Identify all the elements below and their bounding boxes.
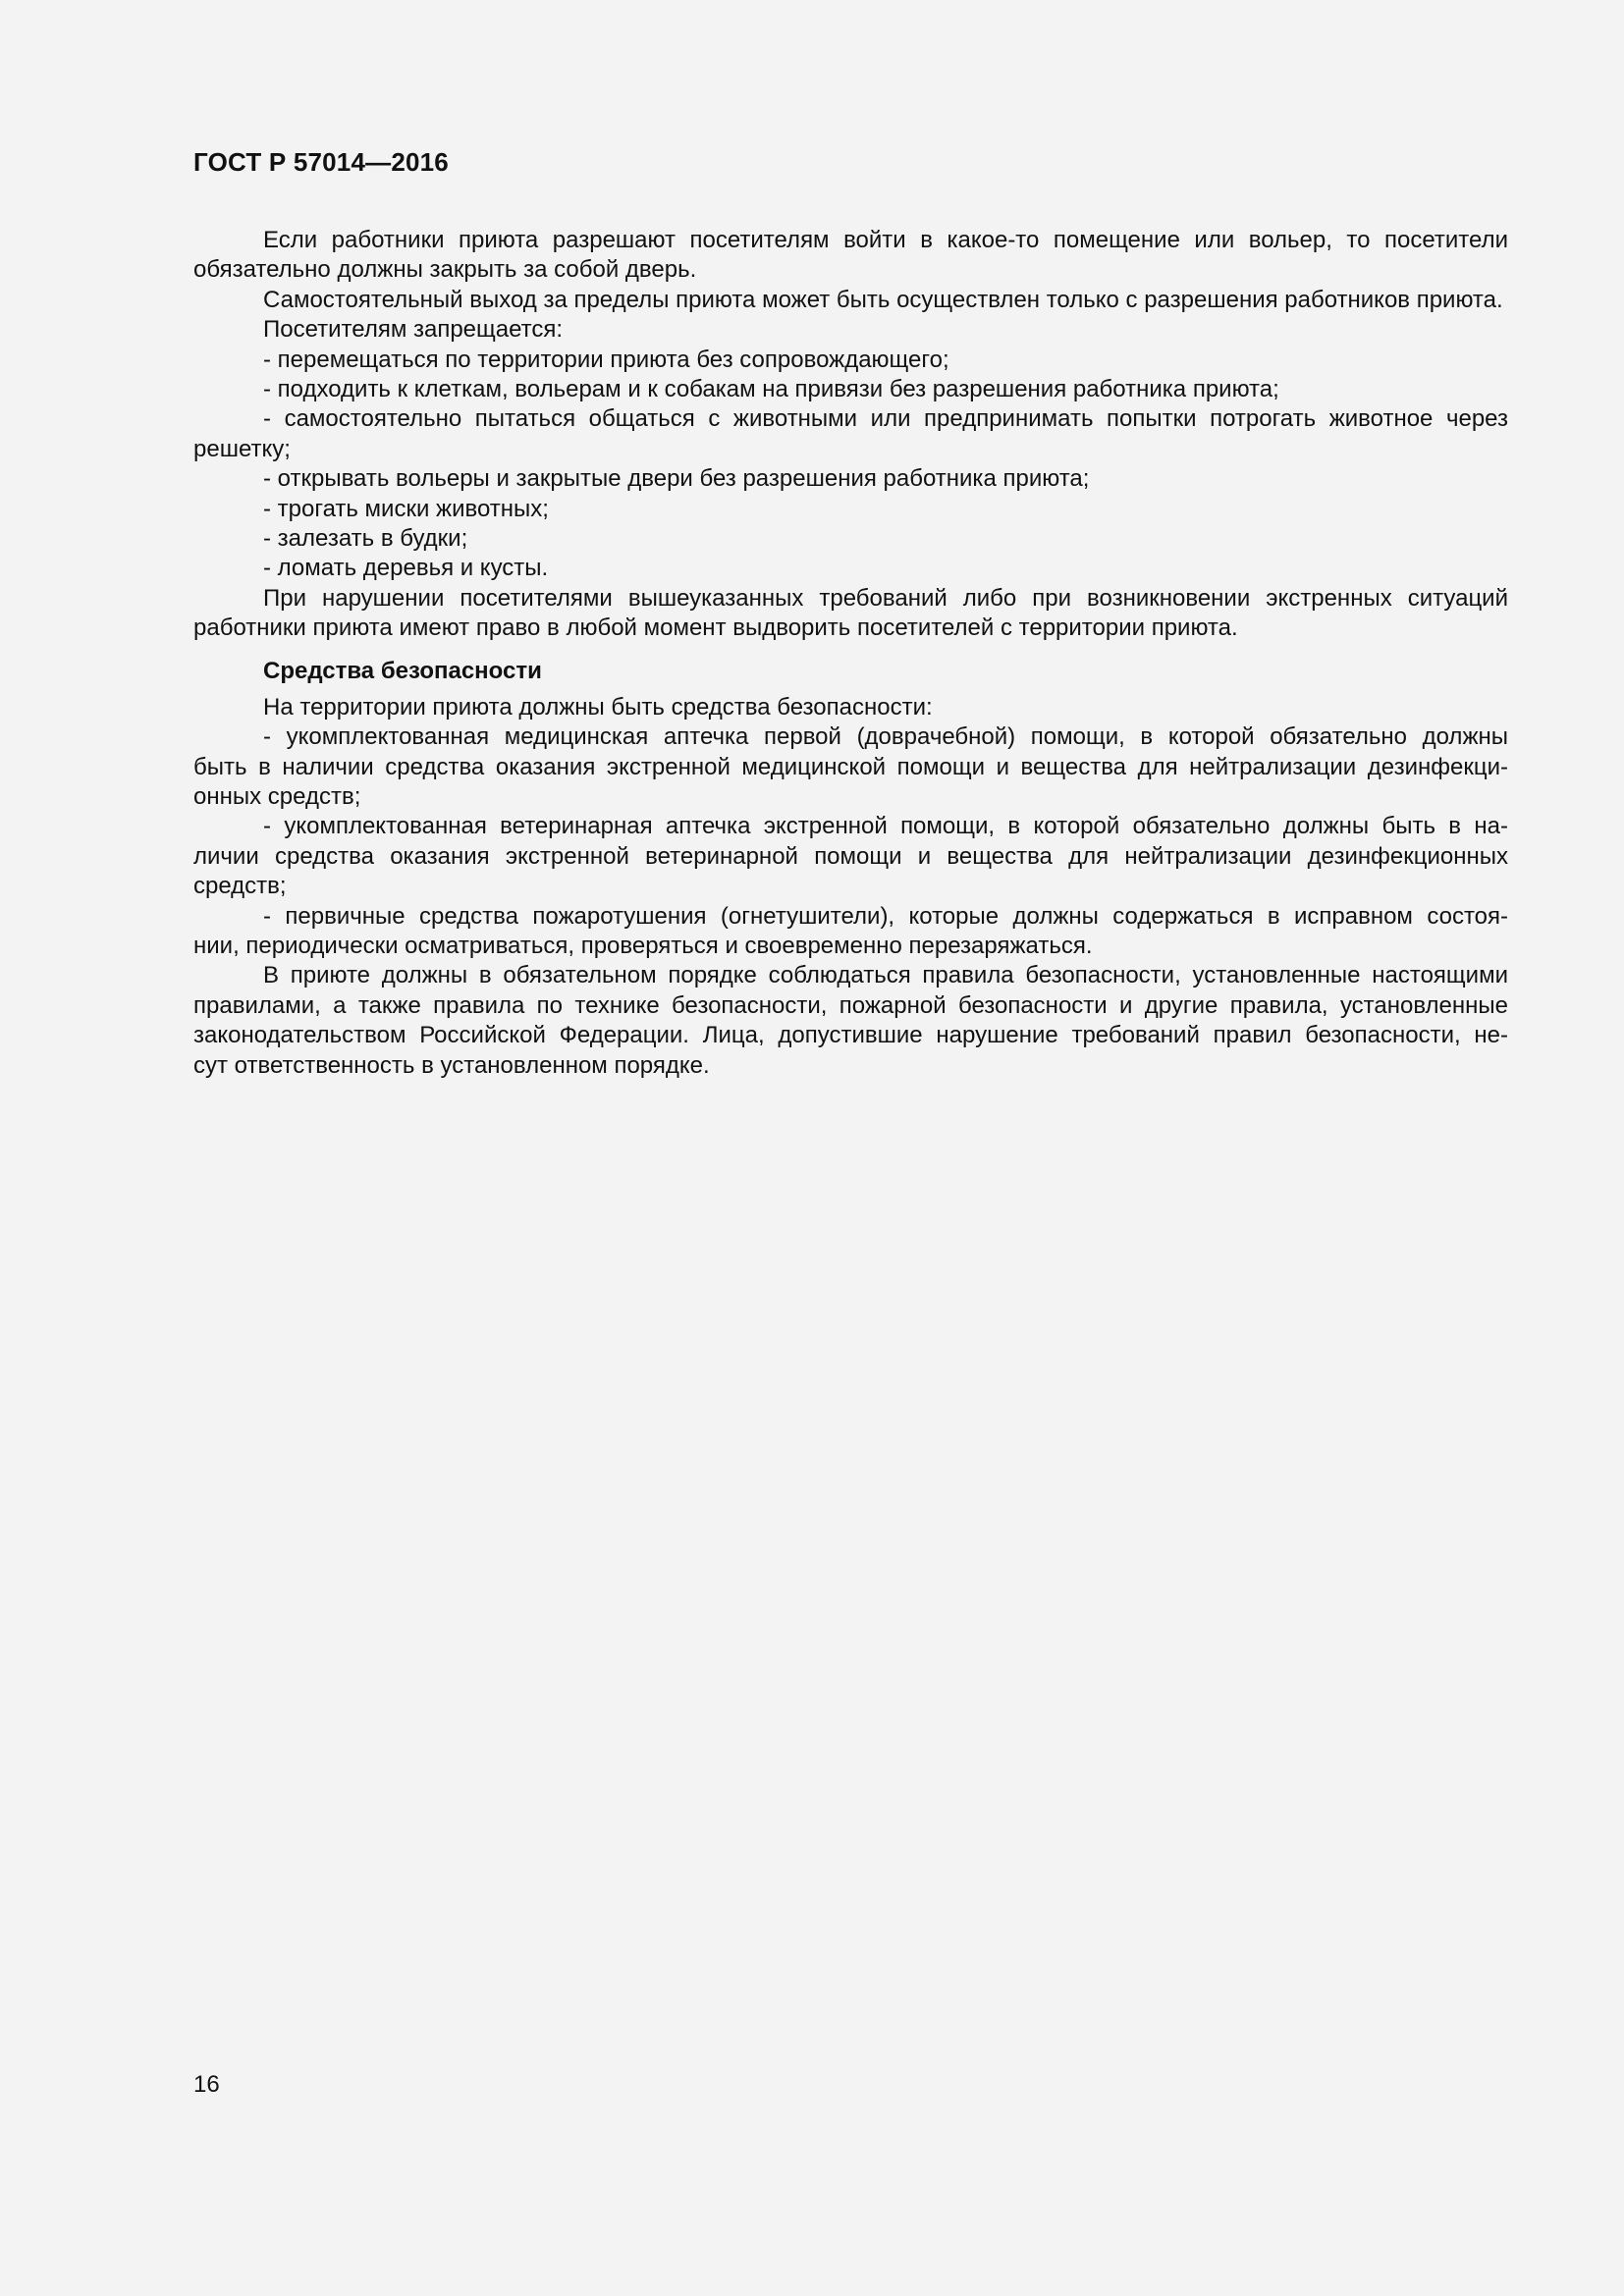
paragraph-line: При нарушении посетителями вышеуказанных требований либо при возникновении экстренных ситуаций [263,584,1508,612]
paragraph-line: работники приюта имеют право в любой момент выдворить посетителей с территории приюта. [193,614,1238,642]
paragraph-line: законодательством Российской Федерации. Лица, допустившие нарушение требований правил безопасности, не- [193,1022,1508,1049]
paragraph-line: обязательно должны закрыть за собой дверь. [193,256,697,284]
list-item-continuation: онных средств; [193,783,361,811]
document-body [193,226,1508,1081]
list-item: - залезать в будки; [263,524,468,552]
list-item: - подходить к клеткам, вольерам и к собакам на привязи без разрешения работника приюта; [263,375,1279,402]
list-item-continuation: нии, периодически осматриваться, проверяться и своевременно перезаряжаться. [193,932,1093,959]
list-item-continuation: быть в наличии средства оказания экстренной медицинской помощи и вещества для нейтрализации дезинфекци- [193,753,1508,780]
paragraph-line: В приюте должны в обязательном порядке соблюдаться правила безопасности, установленные настоящими [263,962,1508,989]
list-item: - укомплектованная ветеринарная аптечка экстренной помощи, в которой обязательно должны быть в на- [263,813,1508,840]
paragraph-line: На территории приюта должны быть средства безопасности: [263,693,933,721]
list-item: - ломать деревья и кусты. [263,555,549,582]
paragraph-line: Посетителям запрещается: [263,316,564,344]
list-item-continuation: средств; [193,873,287,900]
document-header: ГОСТ Р 57014—2016 [193,147,449,177]
paragraph-line: сут ответственность в установленном порядке. [193,1051,710,1079]
paragraph-line: правилами, а также правила по технике безопасности, пожарной безопасности и другие правила, установленные [193,991,1508,1019]
list-item-continuation: решетку; [193,435,291,462]
list-item: - самостоятельно пытаться общаться с животными или предпринимать попытки потрогать животное через [263,405,1508,433]
list-item: - укомплектованная медицинская аптечка первой (доврачебной) помощи, в которой обязательно должны [263,723,1508,751]
list-item: - перемещаться по территории приюта без сопровождающего; [263,346,949,373]
paragraph-line: Если работники приюта разрешают посетителям войти в какое-то помещение или вольер, то посетители [263,227,1508,253]
list-item: - первичные средства пожаротушения (огнетушители), которые должны содержаться в исправном состоя- [263,902,1508,930]
list-item: - открывать вольеры и закрытые двери без разрешения работника приюта; [263,465,1090,493]
list-item-continuation: личии средства оказания экстренной ветеринарной помощи и вещества для нейтрализации дезинфекционных [193,842,1508,870]
section-title: Средства безопасности [263,658,542,685]
page-number: 16 [193,2071,220,2098]
paragraph-line: Самостоятельный выход за пределы приюта может быть осуществлен только с разрешения работников приюта. [263,286,1503,313]
list-item: - трогать миски животных; [263,495,549,522]
